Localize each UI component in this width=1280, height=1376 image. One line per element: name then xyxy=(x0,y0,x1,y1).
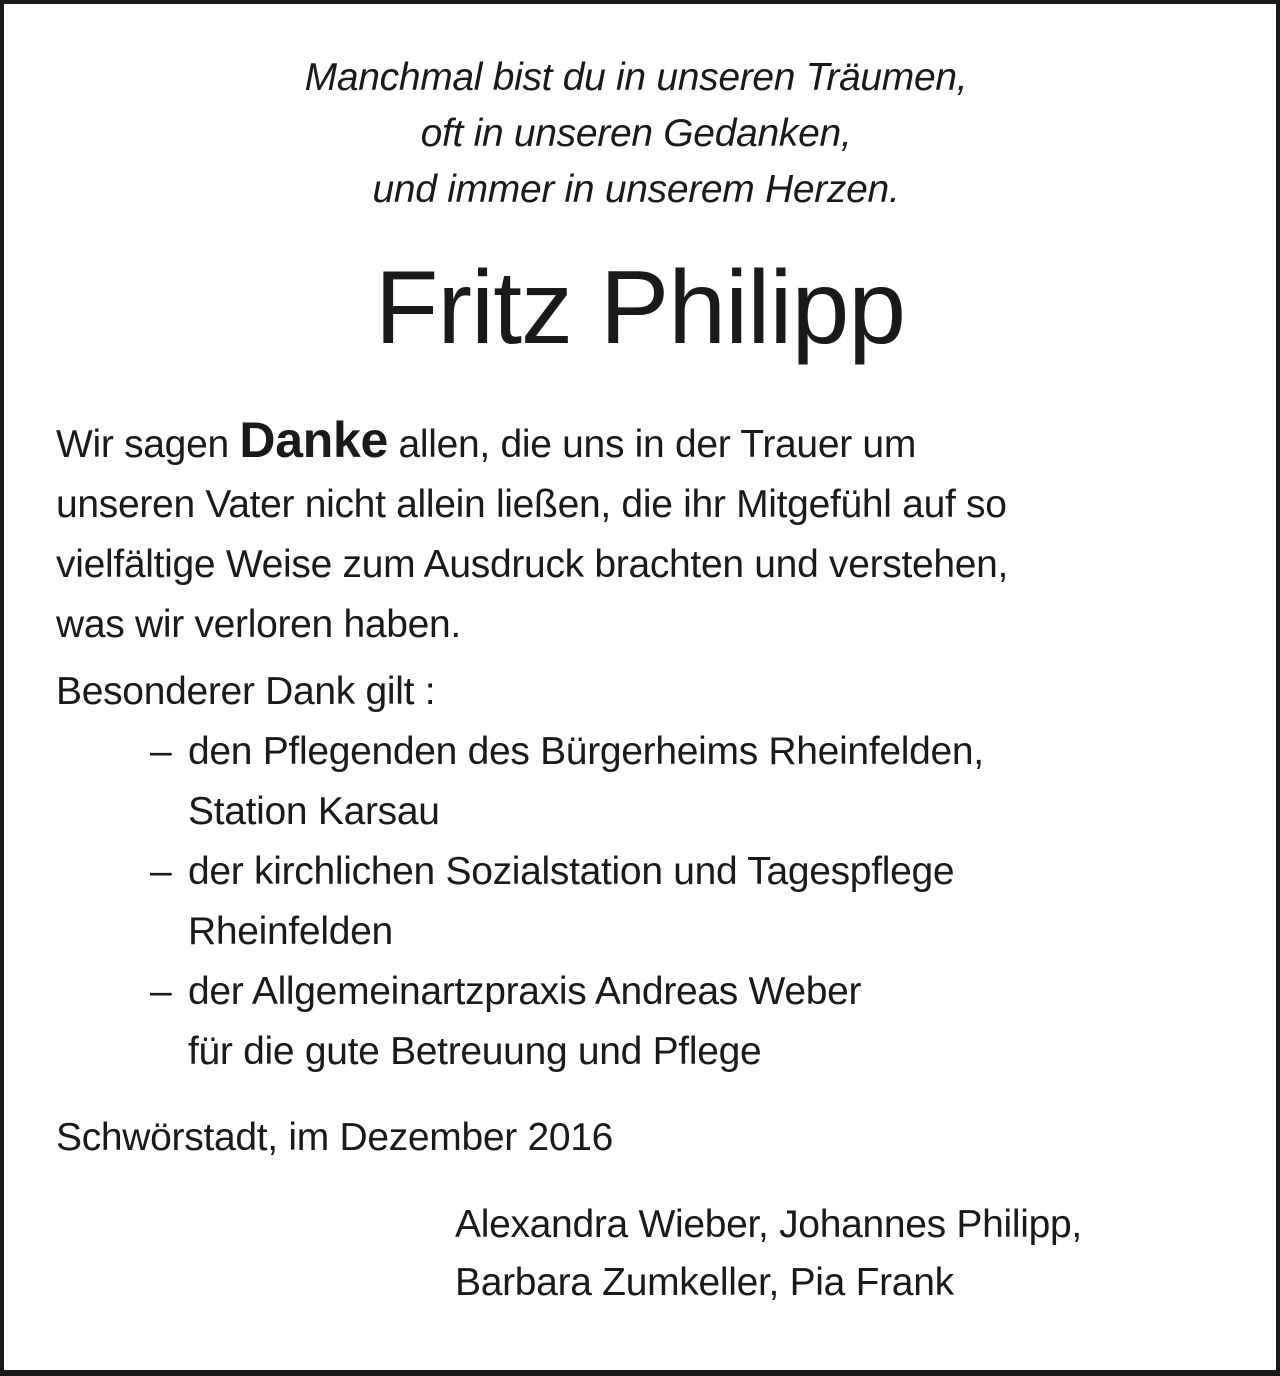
signers xyxy=(455,1196,1082,1312)
thanks-line-rest: allen, die uns in der Trauer um xyxy=(387,423,917,466)
signers-line: Barbara Zumkeller, Pia Frank xyxy=(455,1261,954,1304)
list-item xyxy=(150,962,984,1082)
signers-line: Alexandra Wieber, Johannes Philipp, xyxy=(455,1203,1082,1246)
list-item xyxy=(150,722,984,842)
dash-bullet: – xyxy=(150,970,172,1013)
thanks-line xyxy=(56,410,1008,475)
dash-bullet: – xyxy=(150,850,172,893)
thanks-paragraph xyxy=(56,410,1008,655)
poem-line: Manchmal bist du in unseren Träumen, xyxy=(304,56,968,99)
dash-bullet: – xyxy=(150,730,172,773)
poem-line: und immer in unserem Herzen. xyxy=(372,168,900,211)
deceased-name: Fritz Philipp xyxy=(374,250,906,366)
list-item xyxy=(150,842,984,962)
list-item-line: Rheinfelden xyxy=(188,910,393,953)
thanks-emphasis: Danke xyxy=(239,412,388,468)
special-thanks-heading: Besonderer Dank gilt : xyxy=(56,670,436,713)
list-item-line: den Pflegenden des Bürgerheims Rheinfelden, xyxy=(188,730,984,773)
thanks-line: vielfältige Weise zum Ausdruck brachten und verstehen, xyxy=(56,543,1009,586)
thanks-line: unseren Vater nicht allein ließen, die ihr Mitgefühl auf so xyxy=(56,483,1007,526)
list-item-line: Station Karsau xyxy=(188,790,440,833)
special-thanks-list xyxy=(150,722,984,1082)
place-date: Schwörstadt, im Dezember 2016 xyxy=(56,1116,614,1159)
memorial-poem xyxy=(0,50,1272,218)
thanks-line: was wir verloren haben. xyxy=(56,603,461,646)
list-item-line: der kirchlichen Sozialstation und Tagespflege xyxy=(188,850,955,893)
poem-line: oft in unseren Gedanken, xyxy=(420,112,852,155)
list-item-line: für die gute Betreuung und Pflege xyxy=(188,1030,762,1073)
list-item-line: der Allgemeinartzpraxis Andreas Weber xyxy=(188,970,862,1013)
thanks-intro: Wir sagen xyxy=(56,423,240,466)
